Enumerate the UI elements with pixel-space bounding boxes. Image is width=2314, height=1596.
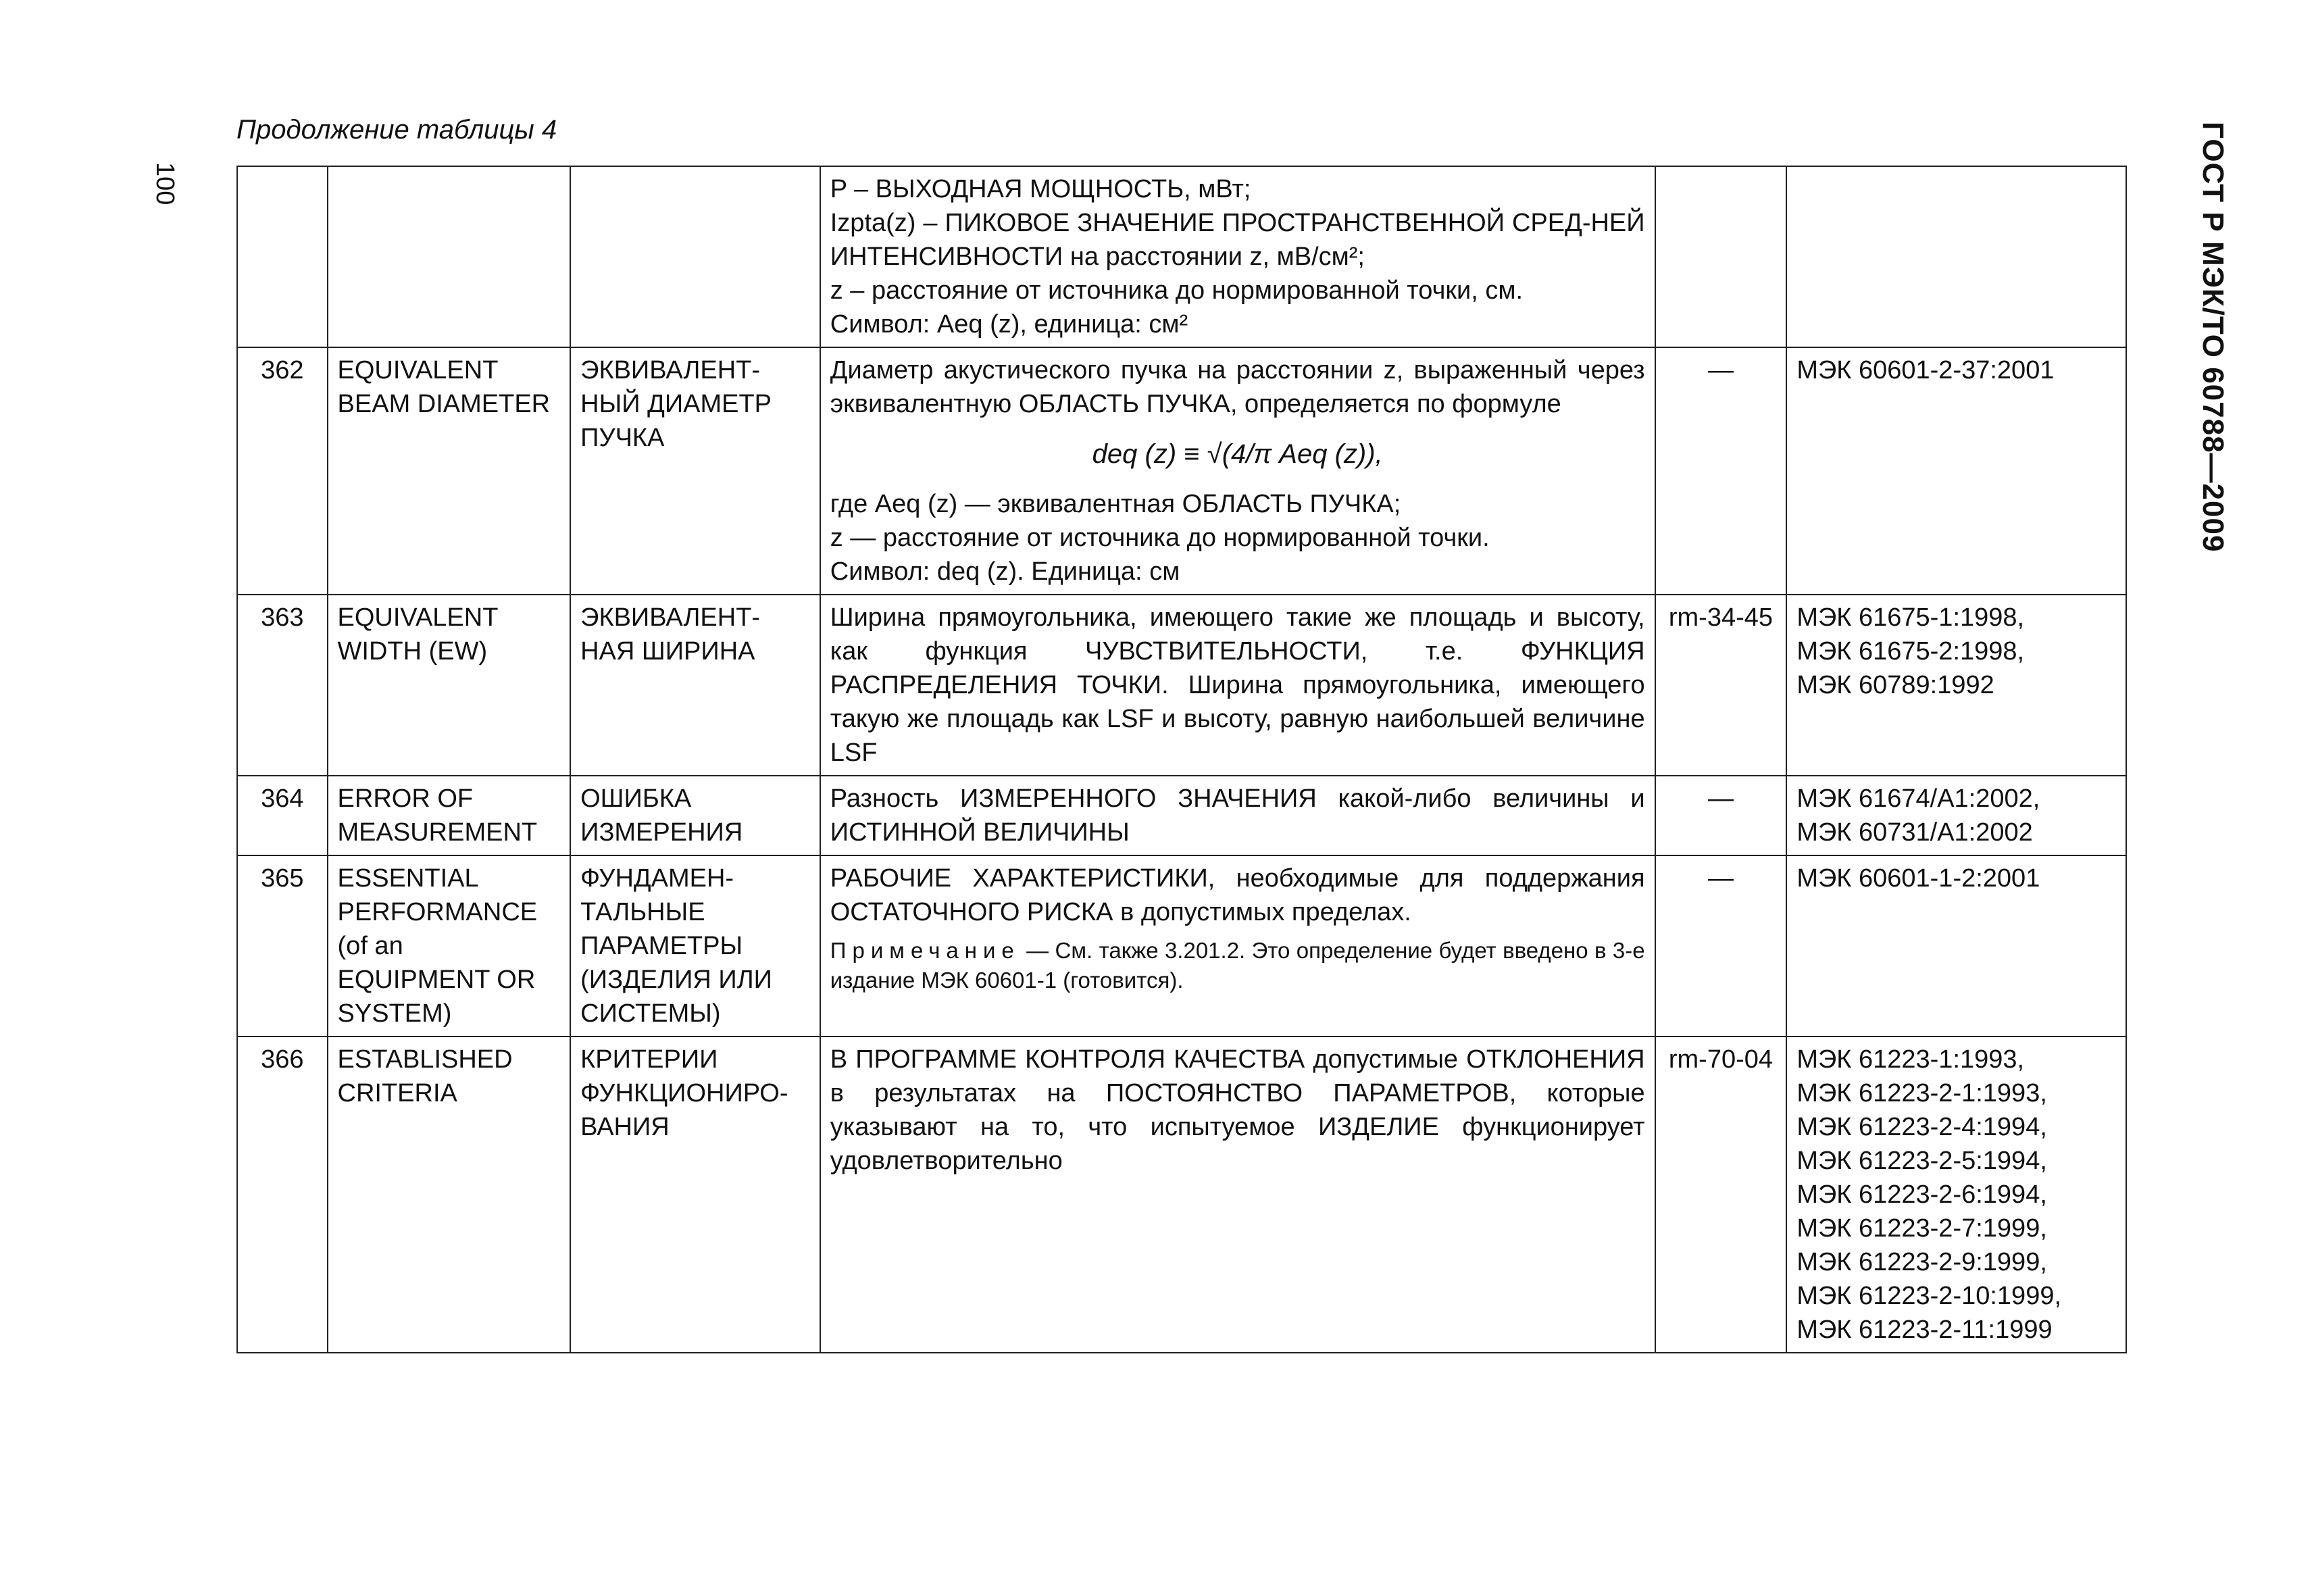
table-row [237,776,2126,855]
term-sources [1786,776,2126,855]
term-english [328,347,571,595]
term-russian [570,595,820,776]
source-ref: МЭК 61223-2-6:1994, [1796,1180,2047,1209]
definition-line: z — расстояние от источника до нормированной точки. [830,524,1490,552]
term-english-line: EQUIPMENT OR [337,966,536,994]
cell-ru [570,166,820,347]
definition-note [830,936,1645,995]
term-code: — [1655,347,1787,595]
source-ref: МЭК 61675-1:1998, [1796,603,2025,632]
term-number: 366 [237,1037,328,1353]
source-ref: МЭК 61223-2-5:1994, [1796,1147,2047,1175]
term-russian [570,776,820,855]
term-english-line: CRITERIA [337,1079,457,1107]
term-english-line: BEAM DIAMETER [337,390,551,418]
note-text: — См. также 3.201.2. Это определение будет введено в 3-е издание МЭК 60601-1 (готовится). [830,938,1645,993]
source-ref: МЭК 60601-2-37:2001 [1796,356,2055,384]
term-russian-line: ЭКВИВАЛЕНТ- [580,356,761,384]
source-ref: МЭК 60731/A1:2002 [1796,818,2033,847]
term-english [328,1037,571,1353]
term-english-line: MEASUREMENT [337,818,538,847]
term-english-line: ESTABLISHED [337,1045,513,1074]
term-russian-line: НАЯ ШИРИНА [580,637,755,666]
formula: deq (z) ≡ √(4/π Aeq (z)), [1092,439,1383,469]
term-definition: Разность ИЗМЕРЕННОГО ЗНАЧЕНИЯ какой-либо величины и ИСТИННОЙ ВЕЛИЧИНЫ [820,776,1655,855]
term-russian [570,1037,820,1353]
source-ref: МЭК 61223-2-7:1999, [1796,1214,2047,1243]
term-russian-line: ПУЧКА [580,424,665,452]
definition-line: Символ: Aeq (z), единица: см² [830,310,1188,339]
term-english-line: EQUIVALENT [337,603,499,632]
term-english-line: WIDTH (EW) [337,637,488,666]
term-code: — [1655,855,1787,1037]
term-sources [1786,855,2126,1037]
source-ref: МЭК 61674/A1:2002, [1796,784,2040,813]
terms-table [236,166,2127,1353]
term-sources [1786,347,2126,595]
term-number: 363 [237,595,328,776]
term-russian-line: ФУНКЦИОНИРО- [580,1079,788,1107]
term-sources [1786,595,2126,776]
term-russian-line: ИЗМЕРЕНИЯ [580,818,743,847]
term-code: rm-34-45 [1655,595,1787,776]
term-sources [1786,1037,2126,1353]
definition-line: z – расстояние от источника до нормированной точки, см. [830,276,1524,305]
source-ref: МЭК 61223-2-11:1999 [1796,1316,2053,1344]
term-russian-line: СИСТЕМЫ) [580,999,721,1028]
term-russian-line: (ИЗДЕЛИЯ ИЛИ [580,966,772,994]
term-number: 364 [237,776,328,855]
source-ref: МЭК 61223-2-4:1994, [1796,1113,2047,1141]
definition-line: где Aeq (z) — эквивалентная ОБЛАСТЬ ПУЧКА; [830,490,1401,518]
definition-line: P – ВЫХОДНАЯ МОЩНОСТЬ, мВт; [830,175,1251,203]
cell-definition [820,166,1655,347]
term-english-line: ERROR OF [337,784,474,813]
term-english [328,776,571,855]
term-definition [820,855,1655,1037]
term-english [328,595,571,776]
cell-sources [1786,166,2126,347]
table-row [237,1037,2126,1353]
term-russian-line: ВАНИЯ [580,1113,670,1141]
term-russian [570,347,820,595]
term-russian-line: ТАЛЬНЫЕ [580,898,705,926]
term-english-line: (of an [337,932,403,960]
source-ref: МЭК 60601-1-2:2001 [1796,864,2040,893]
term-english-line: PERFORMANCE [337,898,538,926]
term-russian-line: ЭКВИВАЛЕНТ- [580,603,761,632]
table-row [237,347,2126,595]
table-row-continued [237,166,2126,347]
term-english-line: EQUIVALENT [337,356,499,384]
definition-text: РАБОЧИЕ ХАРАКТЕРИСТИКИ, необходимые для поддержания ОСТАТОЧНОГО РИСКА в допустимых пределах. [830,864,1645,926]
term-definition: Ширина прямоугольника, имеющего такие же площадь и высоту, как функция ЧУВСТВИТЕЛЬНОСТИ, т.е. ФУНКЦИЯ РАСПРЕДЕЛЕНИЯ ТОЧКИ. Ширина прямоугольника, имеющего такую же площадь как LSF и высоту, равную наибольшей величине LSF [820,595,1655,776]
page-number: 100 [151,162,179,205]
term-russian-line: НЫЙ ДИАМЕТР [580,390,772,418]
term-russian [570,855,820,1037]
definition-line: Символ: deq (z). Единица: см [830,557,1180,586]
term-russian-line: ПАРАМЕТРЫ [580,932,743,960]
table-row [237,855,2126,1037]
cell-code [1655,166,1787,347]
source-ref: МЭК 61675-2:1998, [1796,637,2025,666]
table-row [237,595,2126,776]
source-ref: МЭК 61223-2-1:1993, [1796,1079,2047,1107]
term-english-line: ESSENTIAL [337,864,479,893]
term-code: rm-70-04 [1655,1037,1787,1353]
definition-line: Izpta(z) – ПИКОВОЕ ЗНАЧЕНИЕ ПРОСТРАНСТВЕННОЙ СРЕД-НЕЙ ИНТЕНСИВНОСТИ на расстоянии z, мВ/см²; [830,209,1645,271]
term-russian-line: ОШИБКА [580,784,692,813]
source-ref: МЭК 61223-2-9:1999, [1796,1248,2047,1276]
definition-text: Диаметр акустического пучка на расстоянии z, выраженный через эквивалентную ОБЛАСТЬ ПУЧКА, определяется по формуле [830,356,1645,418]
term-code: — [1655,776,1787,855]
source-ref: МЭК 61223-2-10:1999, [1796,1282,2062,1310]
term-english-line: SYSTEM) [337,999,452,1028]
cell-num [237,166,328,347]
term-russian-line: КРИТЕРИИ [580,1045,718,1074]
term-definition: В ПРОГРАММЕ КОНТРОЛЯ КАЧЕСТВА допустимые ОТКЛОНЕНИЯ в результатах на ПОСТОЯНСТВО ПАРАМЕТРОВ, которые указывают на то, что испытуемое ИЗДЕЛИЕ функционирует удовлетворительно [820,1037,1655,1353]
source-ref: МЭК 61223-1:1993, [1796,1045,2025,1074]
term-number: 362 [237,347,328,595]
source-ref: МЭК 60789:1992 [1796,671,1994,699]
term-definition [820,347,1655,595]
table-continuation-caption: Продолжение таблицы 4 [236,115,557,145]
cell-en [328,166,571,347]
term-number: 365 [237,855,328,1037]
note-label: Примечание [830,938,1020,963]
term-english [328,855,571,1037]
document-code: ГОСТ Р МЭК/ТО 60788—2009 [2196,122,2230,553]
term-russian-line: ФУНДАМЕН- [580,864,734,893]
